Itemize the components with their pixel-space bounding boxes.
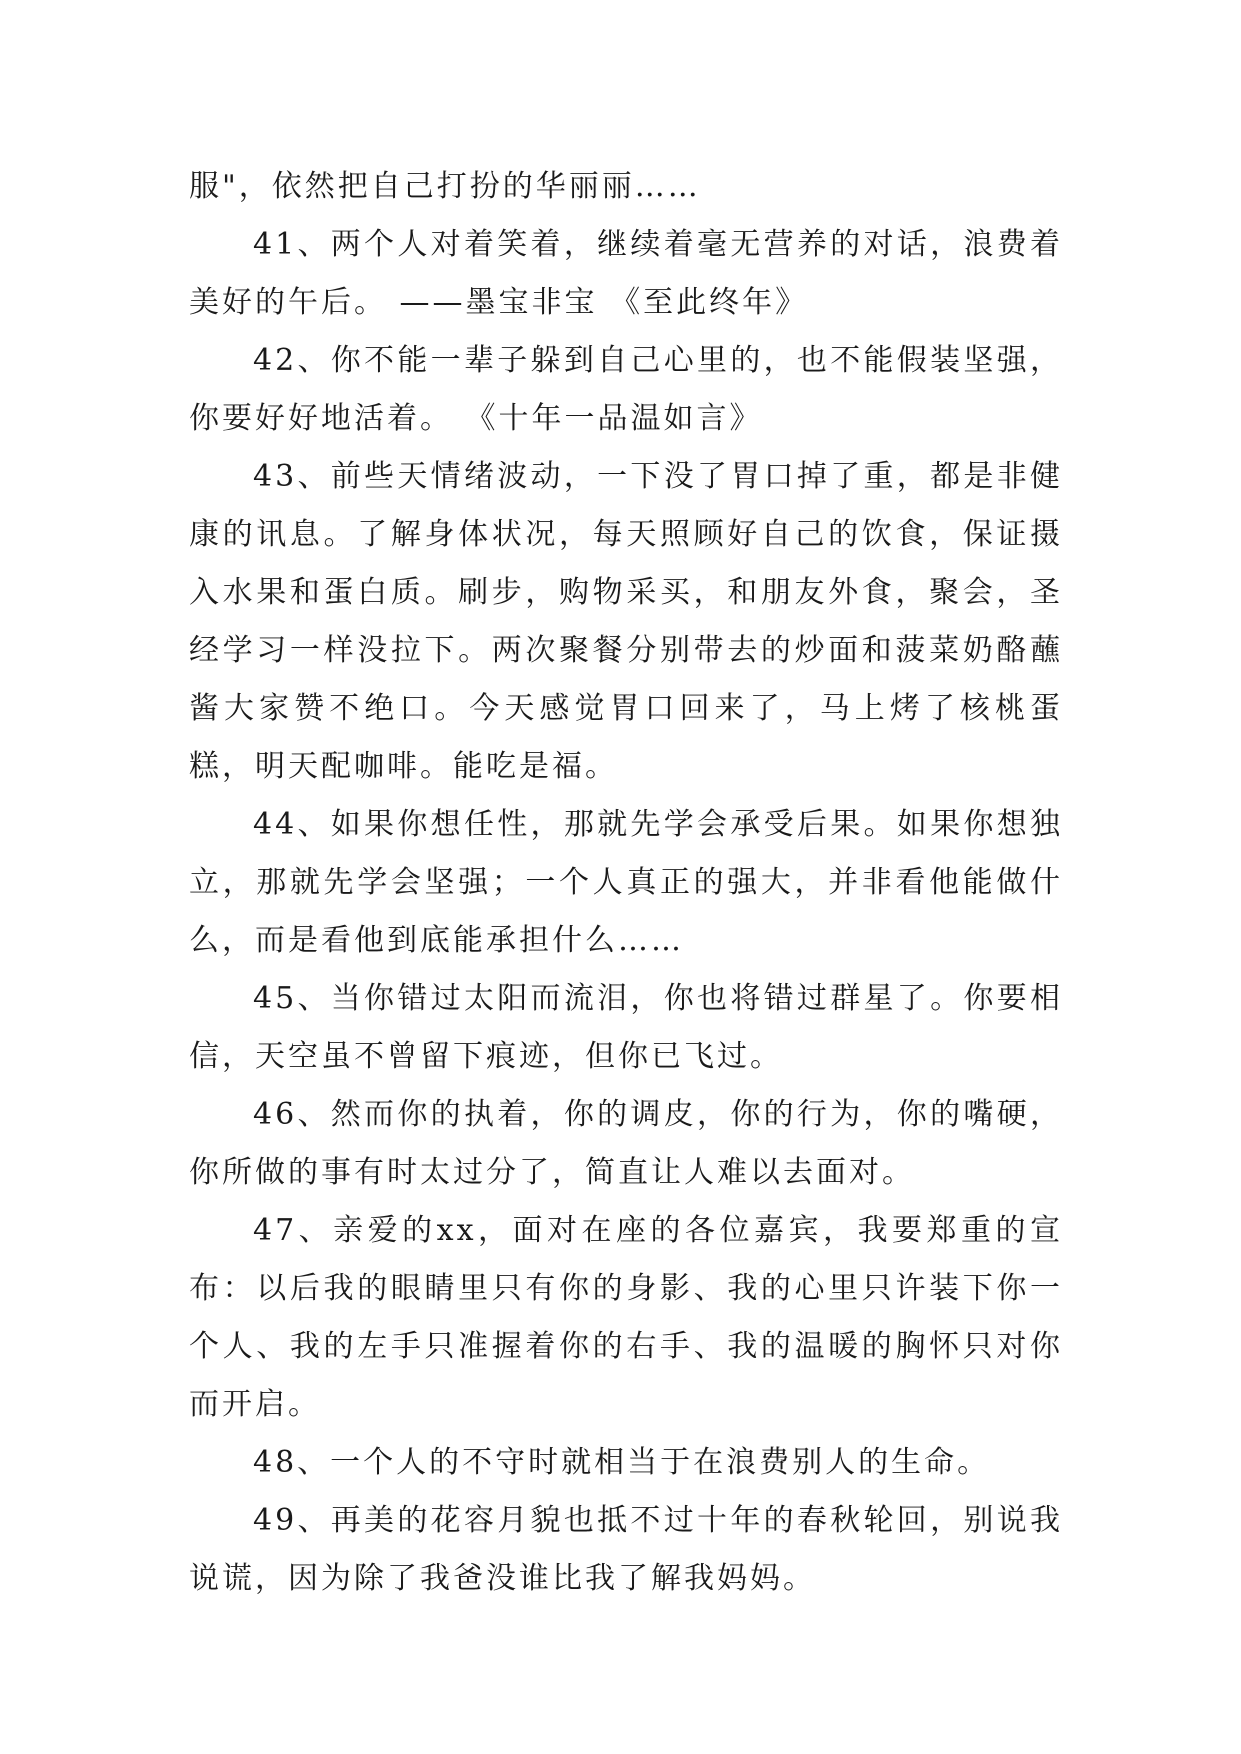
paragraph-47: 47、亲爱的xx，面对在座的各位嘉宾，我要郑重的宣布：以后我的眼睛里只有你的身影、我的心里只许装下你一个人、我的左手只准握着你的右手、我的温暖的胸怀只对你而开启。	[189, 1213, 1063, 1422]
paragraph-48: 48、一个人的不守时就相当于在浪费别人的生命。	[253, 1445, 991, 1480]
paragraph-41: 41、两个人对着笑着，继续着毫无营养的对话，浪费着美好的午后。 ——墨宝非宝 《至此终年》	[189, 227, 1063, 320]
paragraph-46: 46、然而你的执着，你的调皮，你的行为，你的嘴硬，你所做的事有时太过分了，简直让人难以去面对。	[189, 1097, 1063, 1190]
paragraph-44: 44、如果你想任性，那就先学会承受后果。如果你想独立，那就先学会坚强；一个人真正的强大，并非看他能做什么，而是看他到底能承担什么……	[189, 807, 1063, 958]
paragraph-49: 49、再美的花容月貌也抵不过十年的春秋轮回，别说我说谎，因为除了我爸没谁比我了解我妈妈。	[189, 1503, 1063, 1596]
document-page	[189, 158, 1063, 1608]
paragraph-43: 43、前些天情绪波动，一下没了胃口掉了重，都是非健康的讯息。了解身体状况，每天照顾好自己的饮食，保证摄入水果和蛋白质。刷步，购物采买，和朋友外食，聚会，圣经学习一样没拉下。两次聚餐分别带去的炒面和菠菜奶酪蘸酱大家赞不绝口。今天感觉胃口回来了，马上烤了核桃蛋糕，明天配咖啡。能吃是福。	[189, 459, 1063, 784]
paragraph-42: 42、你不能一辈子躲到自己心里的，也不能假装坚强，你要好好地活着。 《十年一品温如言》	[189, 343, 1063, 436]
paragraph-continuation: 服"，依然把自己打扮的华丽丽……	[189, 169, 701, 204]
paragraph-45: 45、当你错过太阳而流泪，你也将错过群星了。你要相信，天空虽不曾留下痕迹，但你已飞过。	[189, 981, 1063, 1074]
